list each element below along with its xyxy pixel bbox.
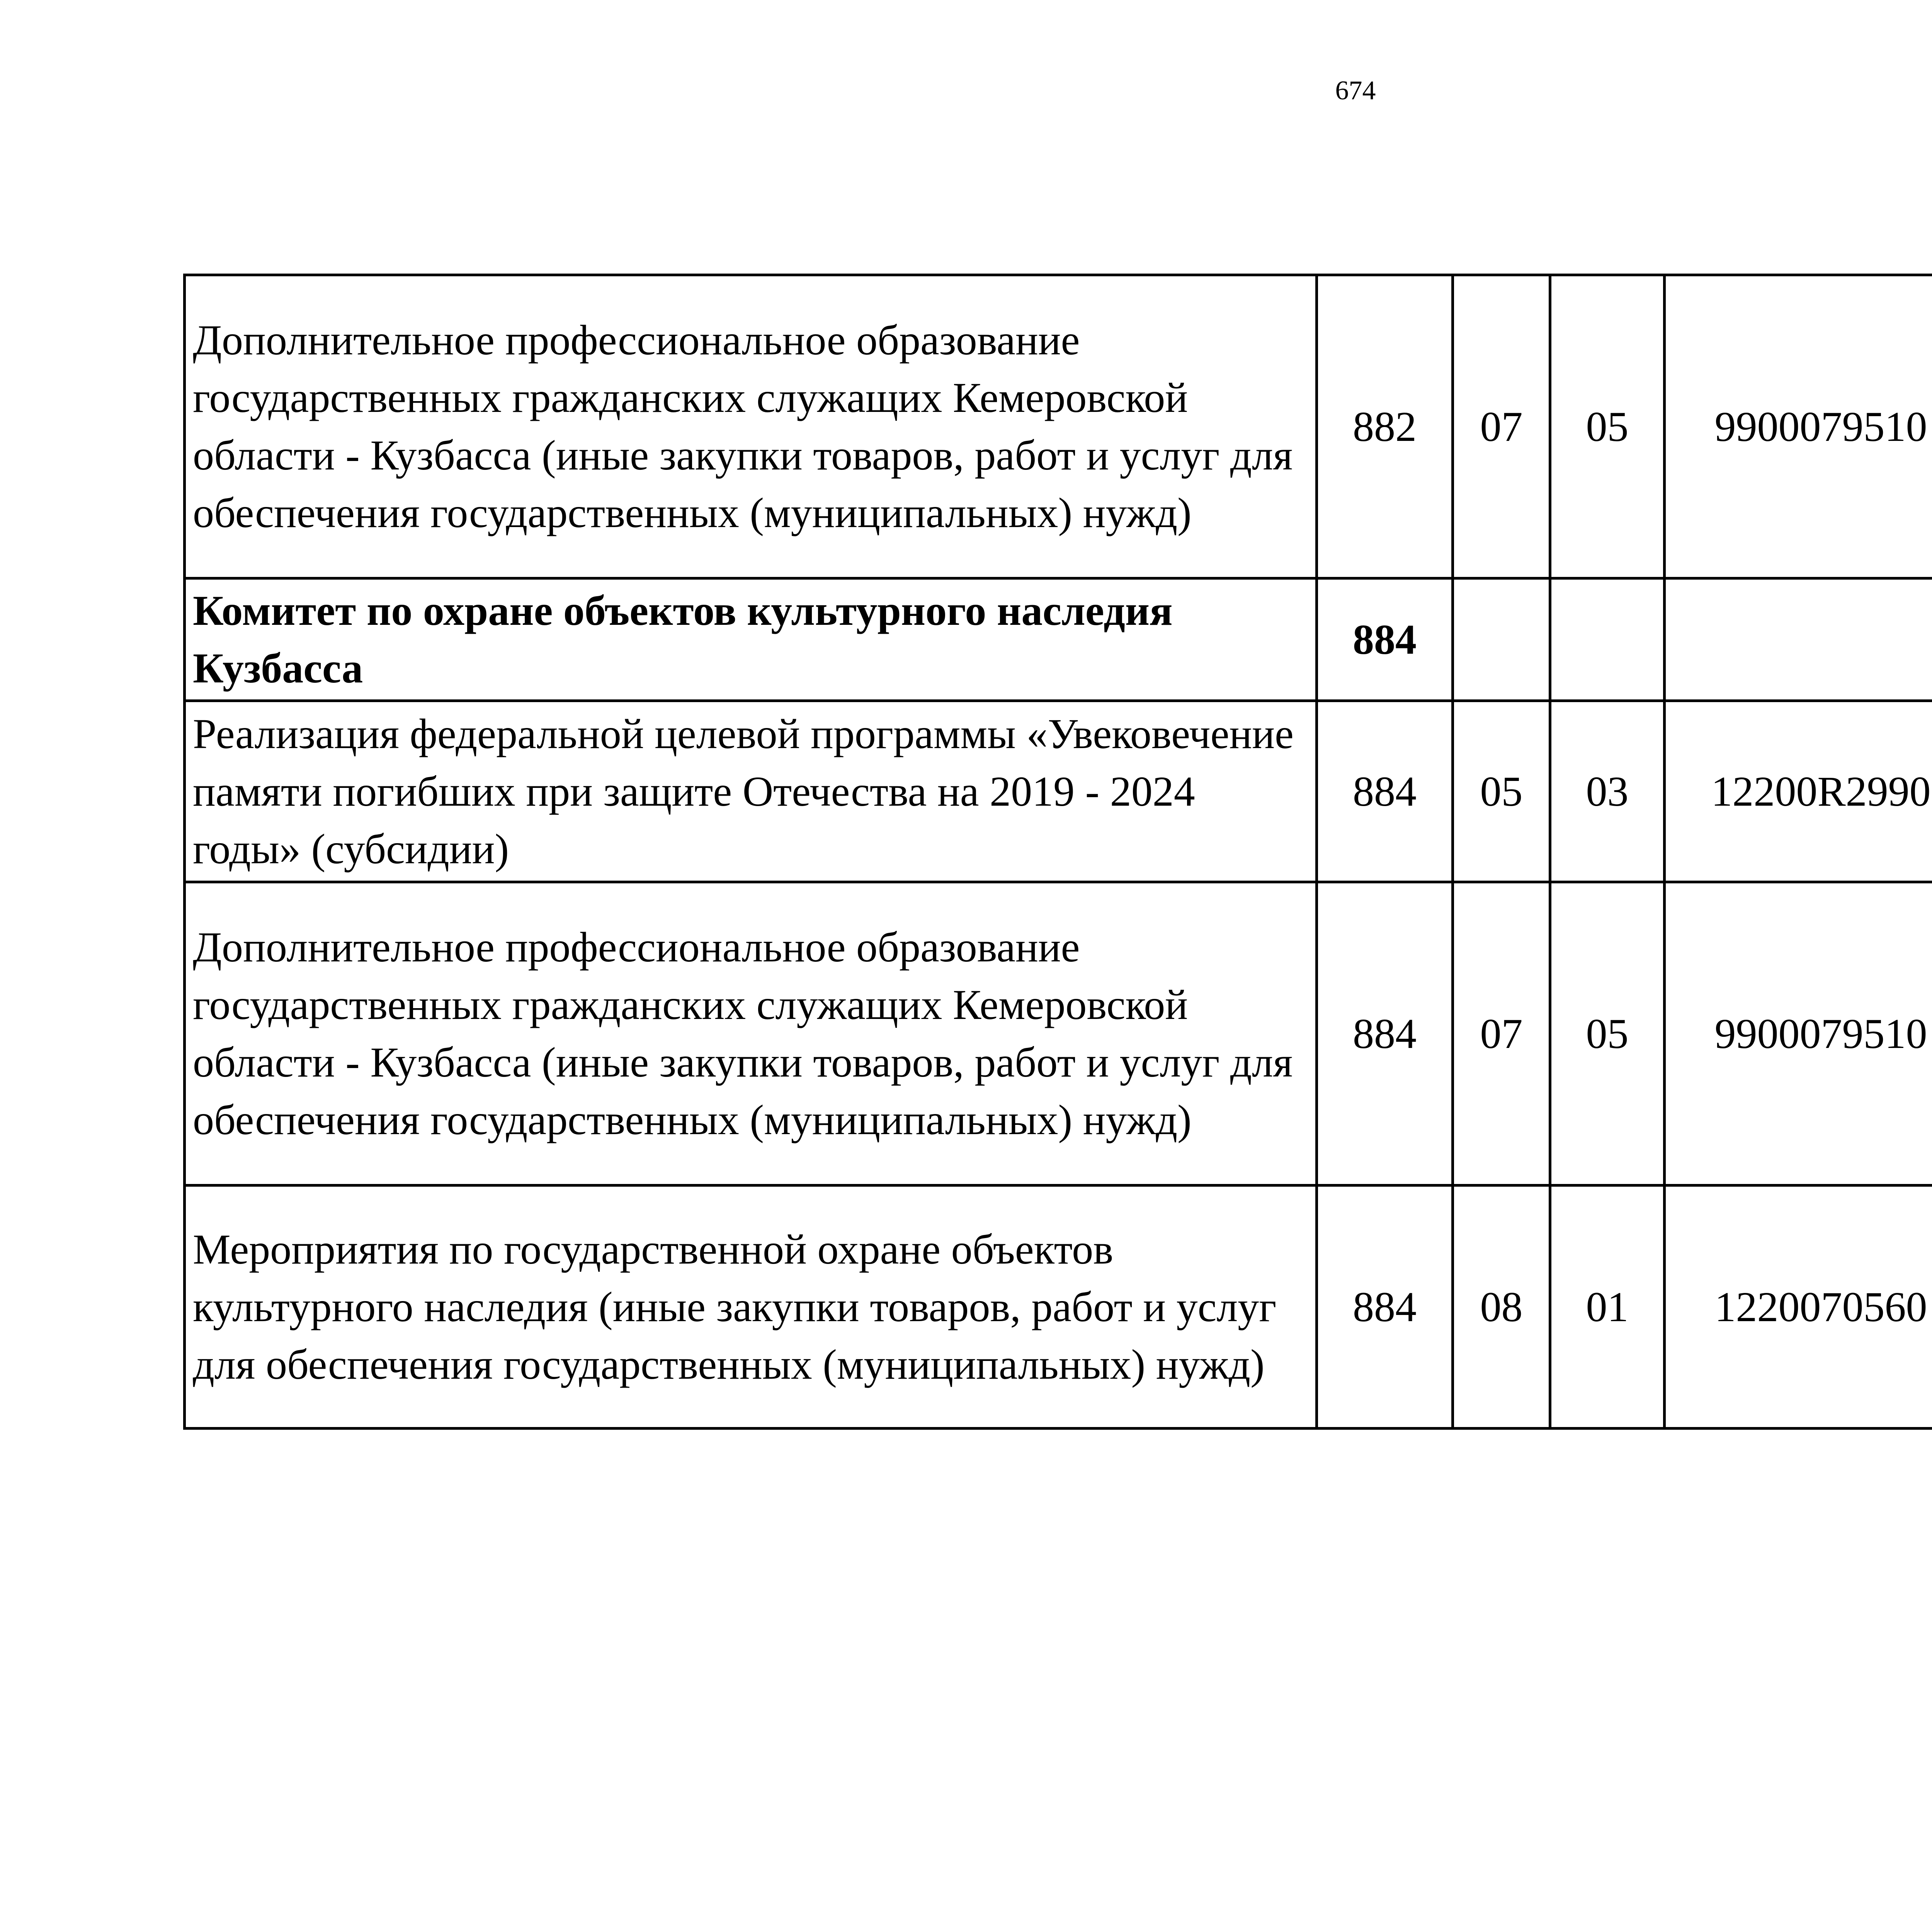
row-description: Реализация федеральной целевой программы «Увековечение памяти погибших при защите Отечества на 2019 - 2024 годы» (субсидии)	[185, 701, 1317, 882]
table-row	[185, 882, 1932, 1186]
ministry-code: 882	[1317, 275, 1453, 578]
target-item-code: 9900079510	[1665, 882, 1932, 1186]
ministry-code: 884	[1317, 1186, 1453, 1429]
page-number: 674	[1335, 76, 1376, 105]
subsection-code: 03	[1550, 701, 1665, 882]
table-row	[185, 1186, 1932, 1429]
budget-table	[183, 274, 1932, 1430]
ministry-code: 884	[1317, 578, 1453, 701]
section-code: 07	[1453, 275, 1550, 578]
target-item-code: 1220070560	[1665, 1186, 1932, 1429]
section-code: 08	[1453, 1186, 1550, 1429]
target-item-code: 12200R2990	[1665, 701, 1932, 882]
table-row	[185, 275, 1932, 578]
subsection-code	[1550, 578, 1665, 701]
section-code: 05	[1453, 701, 1550, 882]
row-description: Дополнительное профессиональное образование государственных гражданских служащих Кемеровской области - Кузбасса (иные закупки товаров, работ и услуг для обеспечения государственных (муниципальных) нужд)	[185, 275, 1317, 578]
row-description: Дополнительное профессиональное образование государственных гражданских служащих Кемеровской области - Кузбасса (иные закупки товаров, работ и услуг для обеспечения государственных (муниципальных) нужд)	[185, 882, 1317, 1186]
ministry-code: 884	[1317, 701, 1453, 882]
subsection-code: 01	[1550, 1186, 1665, 1429]
row-description: Комитет по охране объектов культурного наследия Кузбасса	[185, 578, 1317, 701]
section-code	[1453, 578, 1550, 701]
table-row	[185, 701, 1932, 882]
target-item-code	[1665, 578, 1932, 701]
subsection-code: 05	[1550, 882, 1665, 1186]
section-code: 07	[1453, 882, 1550, 1186]
row-description: Мероприятия по государственной охране объектов культурного наследия (иные закупки товаров, работ и услуг для обеспечения государственных (муниципальных) нужд)	[185, 1186, 1317, 1429]
table-row	[185, 578, 1932, 701]
subsection-code: 05	[1550, 275, 1665, 578]
target-item-code: 9900079510	[1665, 275, 1932, 578]
ministry-code: 884	[1317, 882, 1453, 1186]
